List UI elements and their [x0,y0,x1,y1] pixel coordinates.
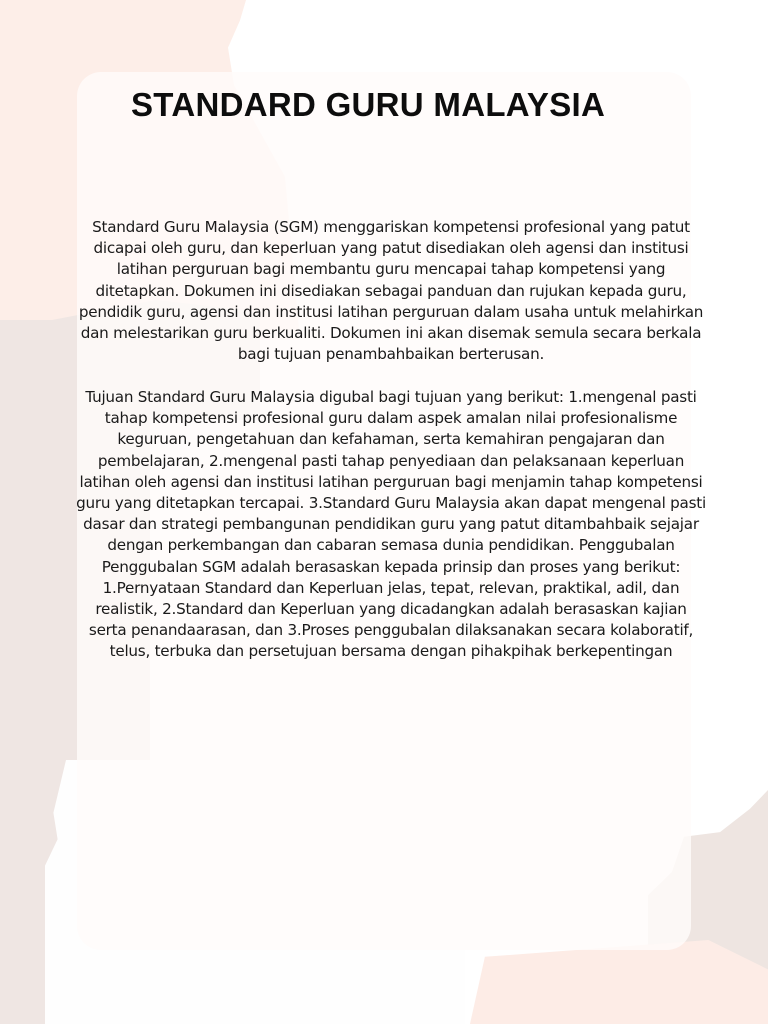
paragraph-purpose: Tujuan Standard Guru Malaysia digubal bagi tujuan yang berikut: 1.mengenal pasti tahap kompetensi profesional guru dalam aspek amalan nilai profesionalisme keguruan, pengetahuan dan kefahaman, serta kemahiran pengajaran dan pembelajaran, 2.mengenal pasti tahap penyediaan dan pelaksanaan keperluan latihan oleh agensi dan institusi latihan perguruan bagi menjamin tahap kompetensi guru yang ditetapkan tercapai. 3.Standard Guru Malaysia akan dapat mengenal pasti dasar dan strategi pembangunan pendidikan guru yang patut ditambahbaik sejajar dengan perkembangan dan cabaran semasa dunia pendidikan. Penggubalan Penggubalan SGM adalah berasaskan kepada prinsip dan proses yang berikut: 1.Pernyataan Standard dan Keperluan jelas, tepat, relevan, praktikal, adil, dan realistik, 2.Standard dan Keperluan yang dicadangkan adalah berasaskan kajian serta penandaarasan, dan 3.Proses penggubalan dilaksanakan secara kolaboratif, telus, terbuka dan persetujuan bersama dengan pihakpihak berkepentingan [76,388,706,661]
peach-shape-bottom [470,940,768,1024]
page-title: STANDARD GURU MALAYSIA [131,86,606,123]
paragraph-intro: Standard Guru Malaysia (SGM) menggariskan kompetensi profesional yang patut dicapai oleh guru, dan keperluan yang patut disediakan oleh agensi dan institusi latihan perguruan bagi membantu guru mencapai tahap kompetensi yang ditetapkan. Dokumen ini disediakan sebagai panduan dan rujukan kepada guru, pendidik guru, agensi dan institusi latihan perguruan dalam usaha untuk melahirkan dan melestarikan guru berkualiti. Dokumen ini akan disemak semula secara berkala bagi tujuan penambahbaikan berterusan. [78,218,704,364]
